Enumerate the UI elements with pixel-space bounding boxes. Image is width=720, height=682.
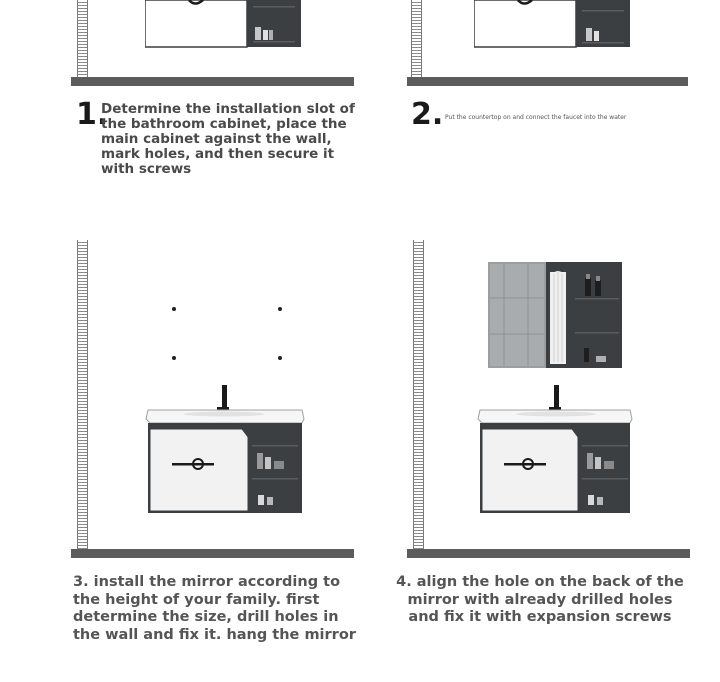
wall-hatching bbox=[413, 240, 424, 550]
step-4-text: 4. align the hole on the back of the mirror with already drilled holes and fix it with expansion screws bbox=[396, 574, 684, 625]
floor-line bbox=[407, 77, 688, 86]
step-1-text: Determine the installation slot of the bathroom cabinet, place the main cabinet against the wall, mark holes, and then secure it with screws bbox=[101, 101, 355, 177]
vanity-cabinet-illustration bbox=[145, 0, 305, 50]
step-3-text: 3. install the mirror according to the height of your family. first determine the size, drill holes in the wall and fix it. hang the mirror bbox=[73, 574, 356, 643]
drill-hole-mark bbox=[278, 356, 282, 360]
step-number: 1. bbox=[76, 97, 109, 132]
wall-hatching bbox=[411, 0, 422, 78]
mirror-cabinet-illustration bbox=[488, 262, 624, 370]
drill-hole-mark bbox=[172, 356, 176, 360]
vanity-with-basin-illustration bbox=[476, 383, 640, 515]
floor-line bbox=[407, 549, 690, 558]
drill-hole-mark bbox=[172, 307, 176, 311]
vanity-cabinet-illustration bbox=[474, 0, 634, 50]
wall-hatching bbox=[77, 240, 88, 550]
vanity-with-basin-illustration bbox=[144, 383, 308, 515]
floor-line bbox=[71, 77, 354, 86]
step-number: 2. bbox=[411, 97, 444, 132]
drill-hole-mark bbox=[278, 307, 282, 311]
floor-line bbox=[71, 549, 354, 558]
wall-hatching bbox=[77, 0, 88, 78]
step-2-text: Put the countertop on and connect the faucet into the water bbox=[445, 114, 627, 121]
